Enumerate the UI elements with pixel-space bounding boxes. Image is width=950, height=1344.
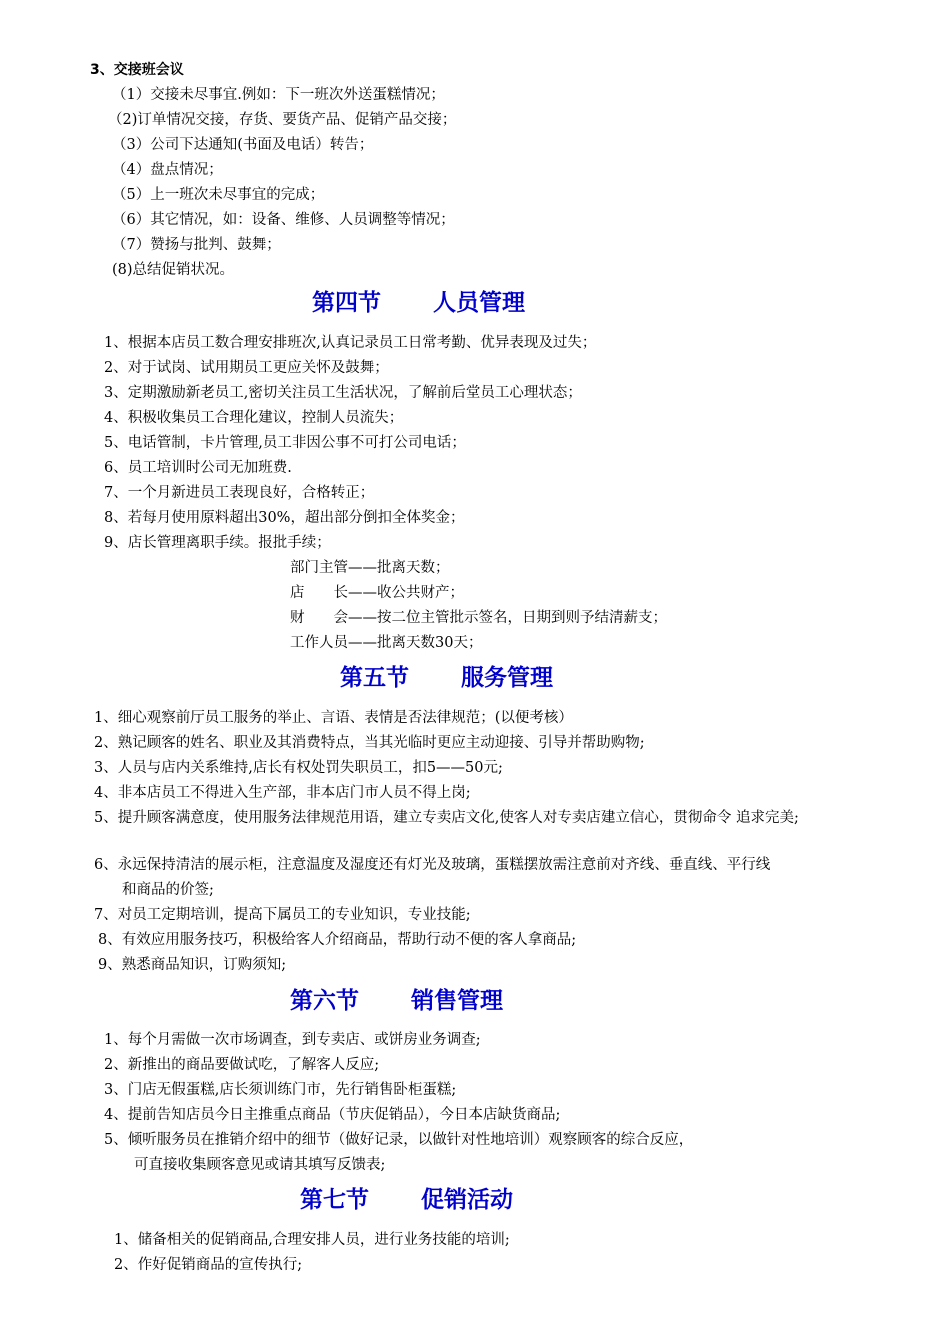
section-title: 人员管理 [433, 290, 525, 316]
list-item: 5、倾听服务员在推销介绍中的细节（做好记录，以做针对性地培训）观察顾客的综合反应， [104, 1132, 694, 1148]
list-item: 2、作好促销商品的宣传执行; [114, 1257, 303, 1273]
list-item-continuation: 和商品的价签; [122, 882, 214, 898]
sub-item: 工作人员——批离天数30天； [290, 635, 483, 651]
section-number: 第四节 [312, 290, 381, 316]
list-item: 1、每个月需做一次市场调查，到专卖店、或饼房业务调查; [104, 1032, 481, 1048]
section-number: 第七节 [300, 1187, 369, 1213]
section-number: 第六节 [290, 988, 359, 1014]
list-item: 3、门店无假蛋糕,店长须训练门市，先行销售卧柜蛋糕; [104, 1082, 457, 1098]
list-item: 2、新推出的商品要做试吃，了解客人反应; [104, 1057, 380, 1073]
list-item: 5、电话管制，卡片管理,员工非因公事不可打公司电话； [104, 435, 466, 451]
list-item-continuation: 可直接收集顾客意见或请其填写反馈表; [134, 1157, 386, 1173]
section-3-title: 3、交接班会议 [90, 62, 184, 78]
list-item: （2)订单情况交接，存货、要货产品、促销产品交接； [108, 112, 457, 128]
list-item: 4、提前告知店员今日主推重点商品（节庆促销品），今日本店缺货商品; [104, 1107, 561, 1123]
list-item: （4）盘点情况； [112, 162, 223, 178]
sub-item: 部门主管——批离天数； [290, 560, 450, 576]
sub-item: 财 会——按二位主管批示签名，日期到则予结清薪支； [290, 610, 667, 626]
section-title: 服务管理 [461, 665, 553, 691]
section-7-heading [300, 1185, 513, 1215]
list-item: 2、对于试岗、试用期员工更应关怀及鼓舞； [104, 360, 389, 376]
list-item: (8)总结促销状况。 [112, 262, 235, 278]
list-item: （5）上一班次未尽事宜的完成； [112, 187, 325, 203]
list-item: （3）公司下达通知(书面及电话）转告； [112, 137, 374, 153]
list-item: 8、若每月使用原料超出30%，超出部分倒扣全体奖金； [104, 510, 465, 526]
section-title: 销售管理 [411, 988, 503, 1014]
section-6-heading [290, 986, 503, 1016]
list-item: 9、熟悉商品知识，订购须知; [98, 957, 287, 973]
list-item: （1）交接未尽事宜.例如：下一班次外送蛋糕情况； [112, 87, 445, 103]
list-item: 6、永远保持清洁的展示柜，注意温度及湿度还有灯光及玻璃，蛋糕摆放需注意前对齐线、垂直线、平行线 [94, 857, 771, 873]
list-item: 1、根据本店员工数合理安排班次,认真记录员工日常考勤、优异表现及过失； [104, 335, 597, 351]
list-item: 7、对员工定期培训，提高下属员工的专业知识，专业技能; [94, 907, 471, 923]
list-item: 9、店长管理离职手续。报批手续； [104, 535, 331, 551]
section-number: 第五节 [340, 665, 409, 691]
list-item: 1、储备相关的促销商品,合理安排人员，进行业务技能的培训; [114, 1232, 510, 1248]
list-item: 7、一个月新进员工表现良好，合格转正； [104, 485, 375, 501]
section-5-heading [340, 663, 553, 693]
section-4-heading [312, 288, 525, 318]
list-item: 3、定期激励新老员工,密切关注员工生活状况，了解前后堂员工心理状态； [104, 385, 582, 401]
list-item: 8、有效应用服务技巧，积极给客人介绍商品，帮助行动不便的客人拿商品; [98, 932, 577, 948]
section-title: 促销活动 [421, 1187, 513, 1213]
list-item: 6、员工培训时公司无加班费. [104, 460, 292, 476]
sub-item: 店 长——收公共财产； [290, 585, 464, 601]
list-item: 4、积极收集员工合理化建议，控制人员流失； [104, 410, 404, 426]
list-item: 3、人员与店内关系维持,店长有权处罚失职员工，扣5——50元; [94, 760, 503, 776]
list-item: （7）赞扬与批判、鼓舞； [112, 237, 281, 253]
list-item: 4、非本店员工不得进入生产部，非本店门市人员不得上岗; [94, 785, 471, 801]
list-item: 1、细心观察前厅员工服务的举止、言语、表情是否法律规范；(以便考核） [94, 710, 573, 726]
list-item: （6）其它情况，如：设备、维修、人员调整等情况； [112, 212, 455, 228]
list-item: 5、提升顾客满意度，使用服务法律规范用语，建立专卖店文化,使客人对专卖店建立信心，贯彻命令 追求完美; [94, 810, 799, 826]
list-item: 2、熟记顾客的姓名、职业及其消费特点，当其光临时更应主动迎接、引导并帮助购物; [94, 735, 645, 751]
